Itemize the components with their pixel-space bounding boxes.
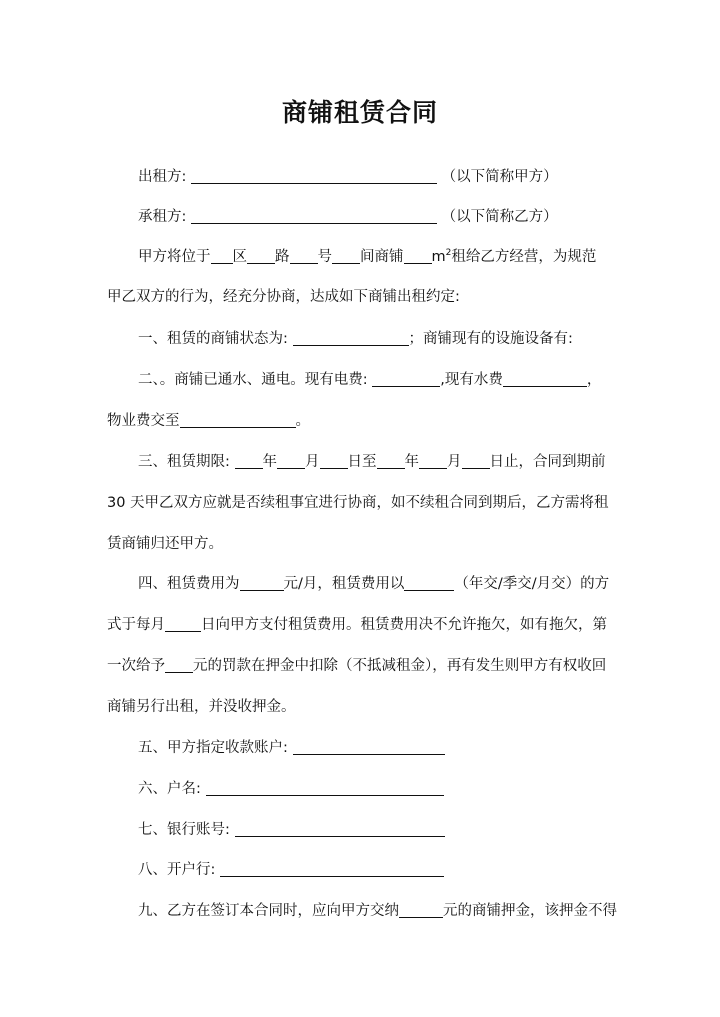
intro-line-2: 甲乙双方的行为，经充分协商，达成如下商铺出租约定: <box>107 289 460 305</box>
clause-1-text: 一、租赁的商铺状态为: <box>138 331 288 347</box>
lessor-label: 出租方: <box>138 169 187 185</box>
clause-9-text: 九、乙方在签订本合同时，应向甲方交纳 <box>138 903 399 919</box>
clause-3-text: 月 <box>305 454 320 470</box>
area-blank[interactable] <box>404 247 432 264</box>
clause-2-text: ， <box>586 372 602 388</box>
clause-2-text: 。 <box>295 413 310 429</box>
clause-6-label: 六、户名: <box>138 781 201 797</box>
clause-1 <box>107 327 648 351</box>
water-blank[interactable] <box>503 370 587 387</box>
clause-2-line-2 <box>107 409 617 433</box>
start-month-blank[interactable] <box>277 452 305 469</box>
clause-9-text: 元的商铺押金，该押金不得 <box>443 903 617 919</box>
clause-1-text: ；商铺现有的设施设备有: <box>408 331 573 347</box>
clause-3-line-1 <box>107 450 648 474</box>
clause-3-text: 年 <box>262 454 277 470</box>
deposit-amount-blank[interactable] <box>399 901 443 918</box>
clause-5 <box>107 736 648 760</box>
superscript-2: 2 <box>445 248 452 259</box>
rent-amount-blank[interactable] <box>240 574 284 591</box>
clause-9 <box>107 899 648 923</box>
clause-3-line-2: 30 天甲乙双方应就是否续租事宜进行协商，如不续租合同到期后，乙方需将租 <box>107 495 609 511</box>
start-year-blank[interactable] <box>235 452 263 469</box>
clause-5-label: 五、甲方指定收款账户: <box>138 740 288 756</box>
intro-text: 路 <box>275 249 290 265</box>
clause-2-text: 二、。商铺已通水、通电。现有电费: <box>138 372 368 388</box>
end-year-blank[interactable] <box>377 452 405 469</box>
lessee-name-blank[interactable] <box>191 207 437 224</box>
clause-4-line-1 <box>107 572 648 596</box>
intro-text: 区 <box>232 249 247 265</box>
end-day-blank[interactable] <box>462 452 490 469</box>
end-month-blank[interactable] <box>419 452 447 469</box>
payment-period-blank[interactable] <box>404 574 454 591</box>
clause-3-line-3: 赁商铺归还甲方。 <box>107 536 223 552</box>
clause-4-text: 一次给予 <box>107 658 165 674</box>
document-title: 商铺租赁合同 <box>281 98 438 127</box>
clause-4-text: （年交/季交/月交）的方 <box>454 576 610 592</box>
bank-account-blank[interactable] <box>235 820 445 837</box>
district-blank[interactable] <box>211 247 233 264</box>
penalty-amount-blank[interactable] <box>165 656 193 673</box>
receiving-account-blank[interactable] <box>293 738 445 755</box>
intro-text: 甲方将位于 <box>138 249 211 265</box>
intro-line-1 <box>107 245 648 269</box>
lessee-label: 承租方: <box>138 209 187 225</box>
clause-2-text: 物业费交至 <box>107 413 180 429</box>
clause-3-text: 三、租赁期限: <box>138 454 230 470</box>
intro-text: 间商铺 <box>360 249 404 265</box>
clause-4-text: 式于每月 <box>107 617 165 633</box>
clause-4-text: 元的罚款在押金中扣除（不抵减租金），再有发生则甲方有权收回 <box>193 658 607 674</box>
payment-day-blank[interactable] <box>165 615 201 632</box>
bank-branch-blank[interactable] <box>220 860 444 877</box>
clause-8 <box>107 858 648 882</box>
lessee-suffix: （以下简称乙方） <box>441 209 558 225</box>
clause-6 <box>107 777 648 801</box>
clause-3-text: 年 <box>404 454 419 470</box>
clause-8-label: 八、开户行: <box>138 862 216 878</box>
clause-4-line-4: 商铺另行出租，并没收押金。 <box>107 699 296 715</box>
clause-7-label: 七、银行账号: <box>138 822 230 838</box>
clause-3-text: 日止，合同到期前 <box>489 454 606 470</box>
account-name-blank[interactable] <box>206 779 444 796</box>
start-day-blank[interactable] <box>320 452 348 469</box>
lessee-line <box>107 205 648 229</box>
clause-4-text: 四、租赁费用为 <box>138 576 240 592</box>
electricity-blank[interactable] <box>372 370 440 387</box>
clause-7 <box>107 818 648 842</box>
clause-3-text: 月 <box>447 454 462 470</box>
clause-4-line-3 <box>107 654 617 678</box>
clause-4-line-2 <box>107 613 617 637</box>
unit-blank[interactable] <box>332 247 360 264</box>
clause-2-line-1 <box>107 368 648 392</box>
intro-text: 号 <box>317 249 332 265</box>
clause-4-text: 元/月，租赁费用以 <box>283 576 405 592</box>
property-fee-blank[interactable] <box>180 411 296 428</box>
road-blank[interactable] <box>247 247 275 264</box>
lessor-name-blank[interactable] <box>191 167 437 184</box>
intro-text: 租给乙方经营，为规范 <box>451 249 597 265</box>
lessor-suffix: （以下简称甲方） <box>441 169 558 185</box>
clause-4-text: 日向甲方支付租赁费用。租赁费用决不允许拖欠，如有拖欠，第 <box>201 617 607 633</box>
number-blank[interactable] <box>290 247 318 264</box>
clause-3-text: 日至 <box>347 454 377 470</box>
clause-2-text: ,现有水费 <box>440 372 503 388</box>
intro-text: m <box>431 249 446 265</box>
shop-status-blank[interactable] <box>293 329 409 346</box>
lessor-line <box>107 165 648 189</box>
